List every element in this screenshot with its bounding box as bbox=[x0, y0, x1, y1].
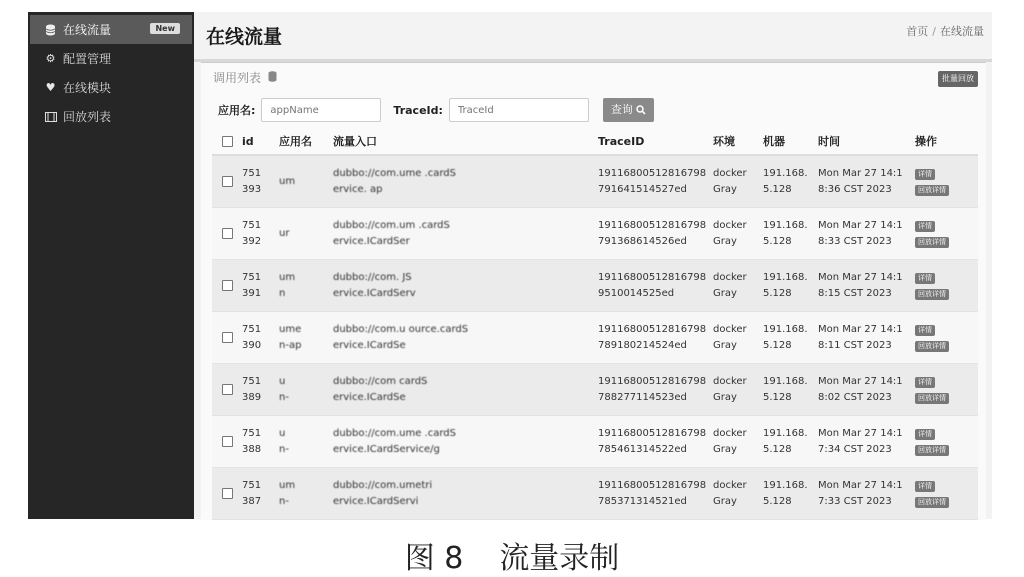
cell-time bbox=[818, 218, 915, 250]
row-checkbox[interactable] bbox=[222, 228, 233, 239]
sidebar bbox=[28, 12, 194, 519]
heartbeat-icon: ♥ bbox=[45, 81, 56, 94]
col-header-op: 操作 bbox=[915, 135, 937, 148]
app-name-input[interactable] bbox=[261, 98, 381, 122]
breadcrumb-current: 在线流量 bbox=[940, 25, 984, 38]
cell-op bbox=[915, 322, 975, 354]
cell-op bbox=[915, 374, 975, 406]
replay-detail-button[interactable]: 回放详情 bbox=[915, 393, 949, 404]
cell-trace-line1: 19116800512816798 bbox=[598, 271, 707, 283]
cell-trace bbox=[598, 426, 713, 458]
query-button[interactable] bbox=[603, 98, 654, 122]
figure-title: 流量录制 bbox=[499, 541, 620, 576]
cell-host bbox=[763, 478, 818, 510]
select-all-checkbox[interactable] bbox=[222, 136, 233, 147]
cell-time-line2: 7:34 CST 2023 bbox=[818, 443, 892, 455]
detail-button[interactable]: 详情 bbox=[915, 273, 935, 284]
cell-trace-line2: 791368614526ed bbox=[598, 235, 687, 247]
cell-entry-line1: dubbo://com cardS bbox=[333, 375, 428, 387]
sidebar-item-online-module[interactable] bbox=[28, 73, 194, 102]
card-title-text: 调用列表 bbox=[213, 71, 262, 85]
cell-env-line2: Gray bbox=[713, 495, 737, 507]
cell-time bbox=[818, 478, 915, 510]
col-header-entry: 流量入口 bbox=[333, 135, 377, 148]
cell-time-line2: 8:11 CST 2023 bbox=[818, 339, 892, 351]
cell-id-line1: 751 bbox=[242, 323, 262, 335]
cell-id-line2: 391 bbox=[242, 287, 262, 299]
top-cropped-strip bbox=[0, 0, 1024, 12]
cell-entry-line2: ervice.ICardServi bbox=[333, 495, 419, 507]
cell-id bbox=[242, 270, 279, 302]
detail-button[interactable]: 详情 bbox=[915, 221, 935, 232]
cell-entry-line2: ervice.ICardServ bbox=[333, 287, 416, 299]
cell-app-line1: u bbox=[279, 427, 286, 439]
cell-app bbox=[279, 174, 333, 190]
cell-id bbox=[242, 374, 279, 406]
cell-env bbox=[713, 270, 763, 302]
cell-entry bbox=[333, 374, 598, 406]
cell-host-line2: 5.128 bbox=[763, 183, 792, 195]
cell-env-line2: Gray bbox=[713, 443, 737, 455]
cell-env-line2: Gray bbox=[713, 339, 737, 351]
cell-trace bbox=[598, 218, 713, 250]
cell-host bbox=[763, 374, 818, 406]
cell-time-line2: 8:15 CST 2023 bbox=[818, 287, 892, 299]
cell-entry bbox=[333, 218, 598, 250]
cell-id-line1: 751 bbox=[242, 479, 262, 491]
detail-button[interactable]: 详情 bbox=[915, 481, 935, 492]
cell-time-line1: Mon Mar 27 14:1 bbox=[818, 427, 903, 439]
cell-entry-line1: dubbo://com.ume .cardS bbox=[333, 427, 456, 439]
cell-id bbox=[242, 322, 279, 354]
cell-app-line2: n bbox=[279, 287, 286, 299]
cell-trace-line1: 19116800512816798 bbox=[598, 375, 707, 387]
cell-app-line1: um bbox=[279, 479, 296, 491]
cell-env-line1: docker bbox=[713, 375, 747, 387]
cell-env-line1: docker bbox=[713, 219, 747, 231]
cell-entry bbox=[333, 166, 598, 198]
cell-host-line1: 191.168. bbox=[763, 427, 808, 439]
cell-id-line1: 751 bbox=[242, 219, 262, 231]
col-header-id: id bbox=[242, 134, 254, 148]
table-row bbox=[212, 156, 978, 208]
row-checkbox[interactable] bbox=[222, 176, 233, 187]
row-checkbox[interactable] bbox=[222, 436, 233, 447]
cell-time-line2: 8:33 CST 2023 bbox=[818, 235, 892, 247]
sidebar-item-label: 在线流量 bbox=[63, 23, 112, 37]
cell-host-line1: 191.168. bbox=[763, 219, 808, 231]
cell-app-line1: u bbox=[279, 375, 286, 387]
cell-host bbox=[763, 426, 818, 458]
cell-entry-line2: ervice.ICardService/g bbox=[333, 443, 440, 455]
cell-entry bbox=[333, 478, 598, 510]
cell-time bbox=[818, 322, 915, 354]
cell-id-line1: 751 bbox=[242, 427, 262, 439]
cell-entry bbox=[333, 426, 598, 458]
cell-app-line2: n- bbox=[279, 443, 289, 455]
cell-id-line1: 751 bbox=[242, 375, 262, 387]
cell-time-line2: 8:36 CST 2023 bbox=[818, 183, 892, 195]
cell-id-line2: 389 bbox=[242, 391, 262, 403]
cell-host-line2: 5.128 bbox=[763, 287, 792, 299]
table-row bbox=[212, 312, 978, 364]
batch-replay-button[interactable]: 批量回放 bbox=[938, 71, 978, 87]
cell-app-line1: ume bbox=[279, 323, 302, 335]
detail-button[interactable]: 详情 bbox=[915, 377, 935, 388]
cell-trace bbox=[598, 478, 713, 510]
cell-host-line1: 191.168. bbox=[763, 375, 808, 387]
cell-trace bbox=[598, 322, 713, 354]
trace-id-label: TraceId: bbox=[393, 103, 443, 117]
replay-detail-button[interactable]: 回放详情 bbox=[915, 341, 949, 352]
cell-app-line2: n-ap bbox=[279, 339, 302, 351]
cell-trace bbox=[598, 270, 713, 302]
cell-env-line2: Gray bbox=[713, 391, 737, 403]
col-header-app: 应用名 bbox=[279, 135, 312, 148]
cell-trace-line1: 19116800512816798 bbox=[598, 323, 707, 335]
detail-button[interactable]: 详情 bbox=[915, 325, 935, 336]
cell-id-line2: 388 bbox=[242, 443, 262, 455]
cell-id bbox=[242, 218, 279, 250]
cell-app-line2: n- bbox=[279, 495, 289, 507]
cell-trace-line1: 19116800512816798 bbox=[598, 219, 707, 231]
table-row bbox=[212, 260, 978, 312]
card-title bbox=[213, 69, 277, 86]
cell-host bbox=[763, 166, 818, 198]
cell-entry-line1: dubbo://com.u ource.cardS bbox=[333, 323, 469, 335]
cell-entry-line1: dubbo://com.umetri bbox=[333, 479, 433, 491]
cell-host-line1: 191.168. bbox=[763, 323, 808, 335]
table-row bbox=[212, 468, 978, 520]
cell-trace-line1: 19116800512816798 bbox=[598, 167, 707, 179]
cell-time-line1: Mon Mar 27 14:1 bbox=[818, 375, 903, 387]
cell-env-line1: docker bbox=[713, 323, 747, 335]
gear-icon: ⚙ bbox=[45, 52, 56, 65]
cell-trace-line2: 788277114523ed bbox=[598, 391, 687, 403]
cell-op bbox=[915, 166, 975, 198]
cell-app-line1: um bbox=[279, 271, 296, 283]
cell-id-line1: 751 bbox=[242, 167, 262, 179]
cell-host bbox=[763, 218, 818, 250]
cell-env-line1: docker bbox=[713, 167, 747, 179]
replay-detail-button[interactable]: 回放详情 bbox=[915, 497, 949, 508]
cell-entry-line2: ervice.ICardSe bbox=[333, 391, 406, 403]
cell-trace-line2: 785371314521ed bbox=[598, 495, 687, 507]
cell-env-line2: Gray bbox=[713, 183, 737, 195]
call-list-card bbox=[201, 62, 986, 520]
cell-host-line1: 191.168. bbox=[763, 479, 808, 491]
cell-app bbox=[279, 226, 333, 242]
col-header-env: 环境 bbox=[713, 135, 735, 148]
sidebar-item-label: 回放列表 bbox=[63, 110, 112, 124]
breadcrumb: 首页 / 在线流量 bbox=[906, 25, 984, 38]
cell-entry bbox=[333, 270, 598, 302]
breadcrumb-home[interactable]: 首页 bbox=[906, 25, 929, 38]
cell-host bbox=[763, 270, 818, 302]
cell-app bbox=[279, 322, 333, 354]
figure-caption bbox=[0, 533, 1024, 577]
cell-host-line1: 191.168. bbox=[763, 271, 808, 283]
cell-id bbox=[242, 426, 279, 458]
cell-env-line2: Gray bbox=[713, 235, 737, 247]
cell-host-line2: 5.128 bbox=[763, 443, 792, 455]
cell-entry-line2: ervice.ICardSe bbox=[333, 339, 406, 351]
sidebar-item-online-traffic[interactable] bbox=[30, 15, 192, 44]
cell-env bbox=[713, 322, 763, 354]
cell-env-line1: docker bbox=[713, 271, 747, 283]
cell-time bbox=[818, 426, 915, 458]
replay-detail-button[interactable]: 回放详情 bbox=[915, 445, 949, 456]
table-row bbox=[212, 416, 978, 468]
cell-op bbox=[915, 218, 975, 250]
cell-op bbox=[915, 426, 975, 458]
cell-entry-line1: dubbo://com.um .cardS bbox=[333, 219, 450, 231]
traffic-table bbox=[212, 128, 978, 520]
cell-trace-line2: 785461314522ed bbox=[598, 443, 687, 455]
trace-id-input[interactable] bbox=[449, 98, 589, 122]
cell-host bbox=[763, 322, 818, 354]
cell-app bbox=[279, 426, 333, 458]
cell-id bbox=[242, 478, 279, 510]
cell-trace-line2: 9510014525ed bbox=[598, 287, 675, 299]
cell-env bbox=[713, 166, 763, 198]
cell-time bbox=[818, 166, 915, 198]
cell-id-line2: 387 bbox=[242, 495, 262, 507]
cell-host-line2: 5.128 bbox=[763, 339, 792, 351]
cell-env bbox=[713, 478, 763, 510]
table-header bbox=[212, 128, 978, 156]
sidebar-item-config[interactable] bbox=[28, 44, 194, 73]
cell-id-line2: 393 bbox=[242, 183, 262, 195]
cell-trace-line2: 791641514527ed bbox=[598, 183, 687, 195]
cell-app-line2: n- bbox=[279, 391, 289, 403]
sidebar-item-replay-list[interactable] bbox=[28, 102, 194, 131]
cell-time-line1: Mon Mar 27 14:1 bbox=[818, 167, 903, 179]
cell-entry-line1: dubbo://com. JS bbox=[333, 271, 412, 283]
cell-time bbox=[818, 270, 915, 302]
col-header-trace: TraceID bbox=[598, 134, 645, 148]
table-body bbox=[212, 156, 978, 520]
replay-detail-button[interactable]: 回放详情 bbox=[915, 289, 949, 300]
page-header bbox=[194, 12, 992, 62]
detail-button[interactable]: 详情 bbox=[915, 429, 935, 440]
cell-entry-line1: dubbo://com.ume .cardS bbox=[333, 167, 456, 179]
main-content bbox=[194, 12, 992, 519]
cell-env bbox=[713, 218, 763, 250]
cell-id bbox=[242, 166, 279, 198]
film-icon bbox=[44, 110, 57, 123]
database-icon bbox=[268, 71, 277, 85]
cell-time-line1: Mon Mar 27 14:1 bbox=[818, 271, 903, 283]
cell-trace-line1: 19116800512816798 bbox=[598, 479, 707, 491]
cell-time-line2: 8:02 CST 2023 bbox=[818, 391, 892, 403]
replay-detail-button[interactable]: 回放详情 bbox=[915, 185, 949, 196]
sidebar-item-label: 配置管理 bbox=[63, 52, 112, 66]
cell-env bbox=[713, 426, 763, 458]
cell-app bbox=[279, 478, 333, 510]
cell-app bbox=[279, 270, 333, 302]
detail-button[interactable]: 详情 bbox=[915, 169, 935, 180]
cell-op bbox=[915, 478, 975, 510]
cell-host-line1: 191.168. bbox=[763, 167, 808, 179]
database-icon bbox=[44, 23, 57, 36]
cell-trace bbox=[598, 374, 713, 406]
row-checkbox[interactable] bbox=[222, 332, 233, 343]
table-row bbox=[212, 208, 978, 260]
table-row bbox=[212, 364, 978, 416]
figure-number: 图 8 bbox=[404, 541, 464, 576]
cell-app-line1: ur bbox=[279, 227, 290, 239]
cell-id-line2: 392 bbox=[242, 235, 262, 247]
cell-trace bbox=[598, 166, 713, 198]
cell-id-line2: 390 bbox=[242, 339, 262, 351]
query-button-label: 查询 bbox=[610, 103, 633, 116]
replay-detail-button[interactable]: 回放详情 bbox=[915, 237, 949, 248]
cell-trace-line1: 19116800512816798 bbox=[598, 427, 707, 439]
cell-app bbox=[279, 374, 333, 406]
row-checkbox[interactable] bbox=[222, 384, 233, 395]
col-header-host: 机器 bbox=[763, 135, 785, 148]
cell-time-line1: Mon Mar 27 14:1 bbox=[818, 323, 903, 335]
page-title: 在线流量 bbox=[206, 26, 283, 48]
cell-env-line2: Gray bbox=[713, 287, 737, 299]
cell-entry-line2: ervice. ap bbox=[333, 183, 383, 195]
cell-app-line1: um bbox=[279, 175, 296, 187]
cell-entry bbox=[333, 322, 598, 354]
cell-host-line2: 5.128 bbox=[763, 391, 792, 403]
filter-bar bbox=[218, 97, 654, 123]
cell-host-line2: 5.128 bbox=[763, 495, 792, 507]
col-header-time: 时间 bbox=[818, 135, 840, 148]
cell-time-line1: Mon Mar 27 14:1 bbox=[818, 479, 903, 491]
row-checkbox[interactable] bbox=[222, 280, 233, 291]
cell-host-line2: 5.128 bbox=[763, 235, 792, 247]
cell-env bbox=[713, 374, 763, 406]
cell-entry-line2: ervice.ICardSer bbox=[333, 235, 410, 247]
cell-env-line1: docker bbox=[713, 427, 747, 439]
cell-op bbox=[915, 270, 975, 302]
cell-id-line1: 751 bbox=[242, 271, 262, 283]
cell-time bbox=[818, 374, 915, 406]
search-icon bbox=[636, 105, 646, 115]
cell-time-line1: Mon Mar 27 14:1 bbox=[818, 219, 903, 231]
sidebar-item-label: 在线模块 bbox=[63, 81, 112, 95]
row-checkbox[interactable] bbox=[222, 488, 233, 499]
app-name-label: 应用名: bbox=[218, 104, 256, 117]
cell-env-line1: docker bbox=[713, 479, 747, 491]
new-badge: New bbox=[150, 23, 180, 34]
cell-time-line2: 7:33 CST 2023 bbox=[818, 495, 892, 507]
cell-trace-line2: 789180214524ed bbox=[598, 339, 687, 351]
